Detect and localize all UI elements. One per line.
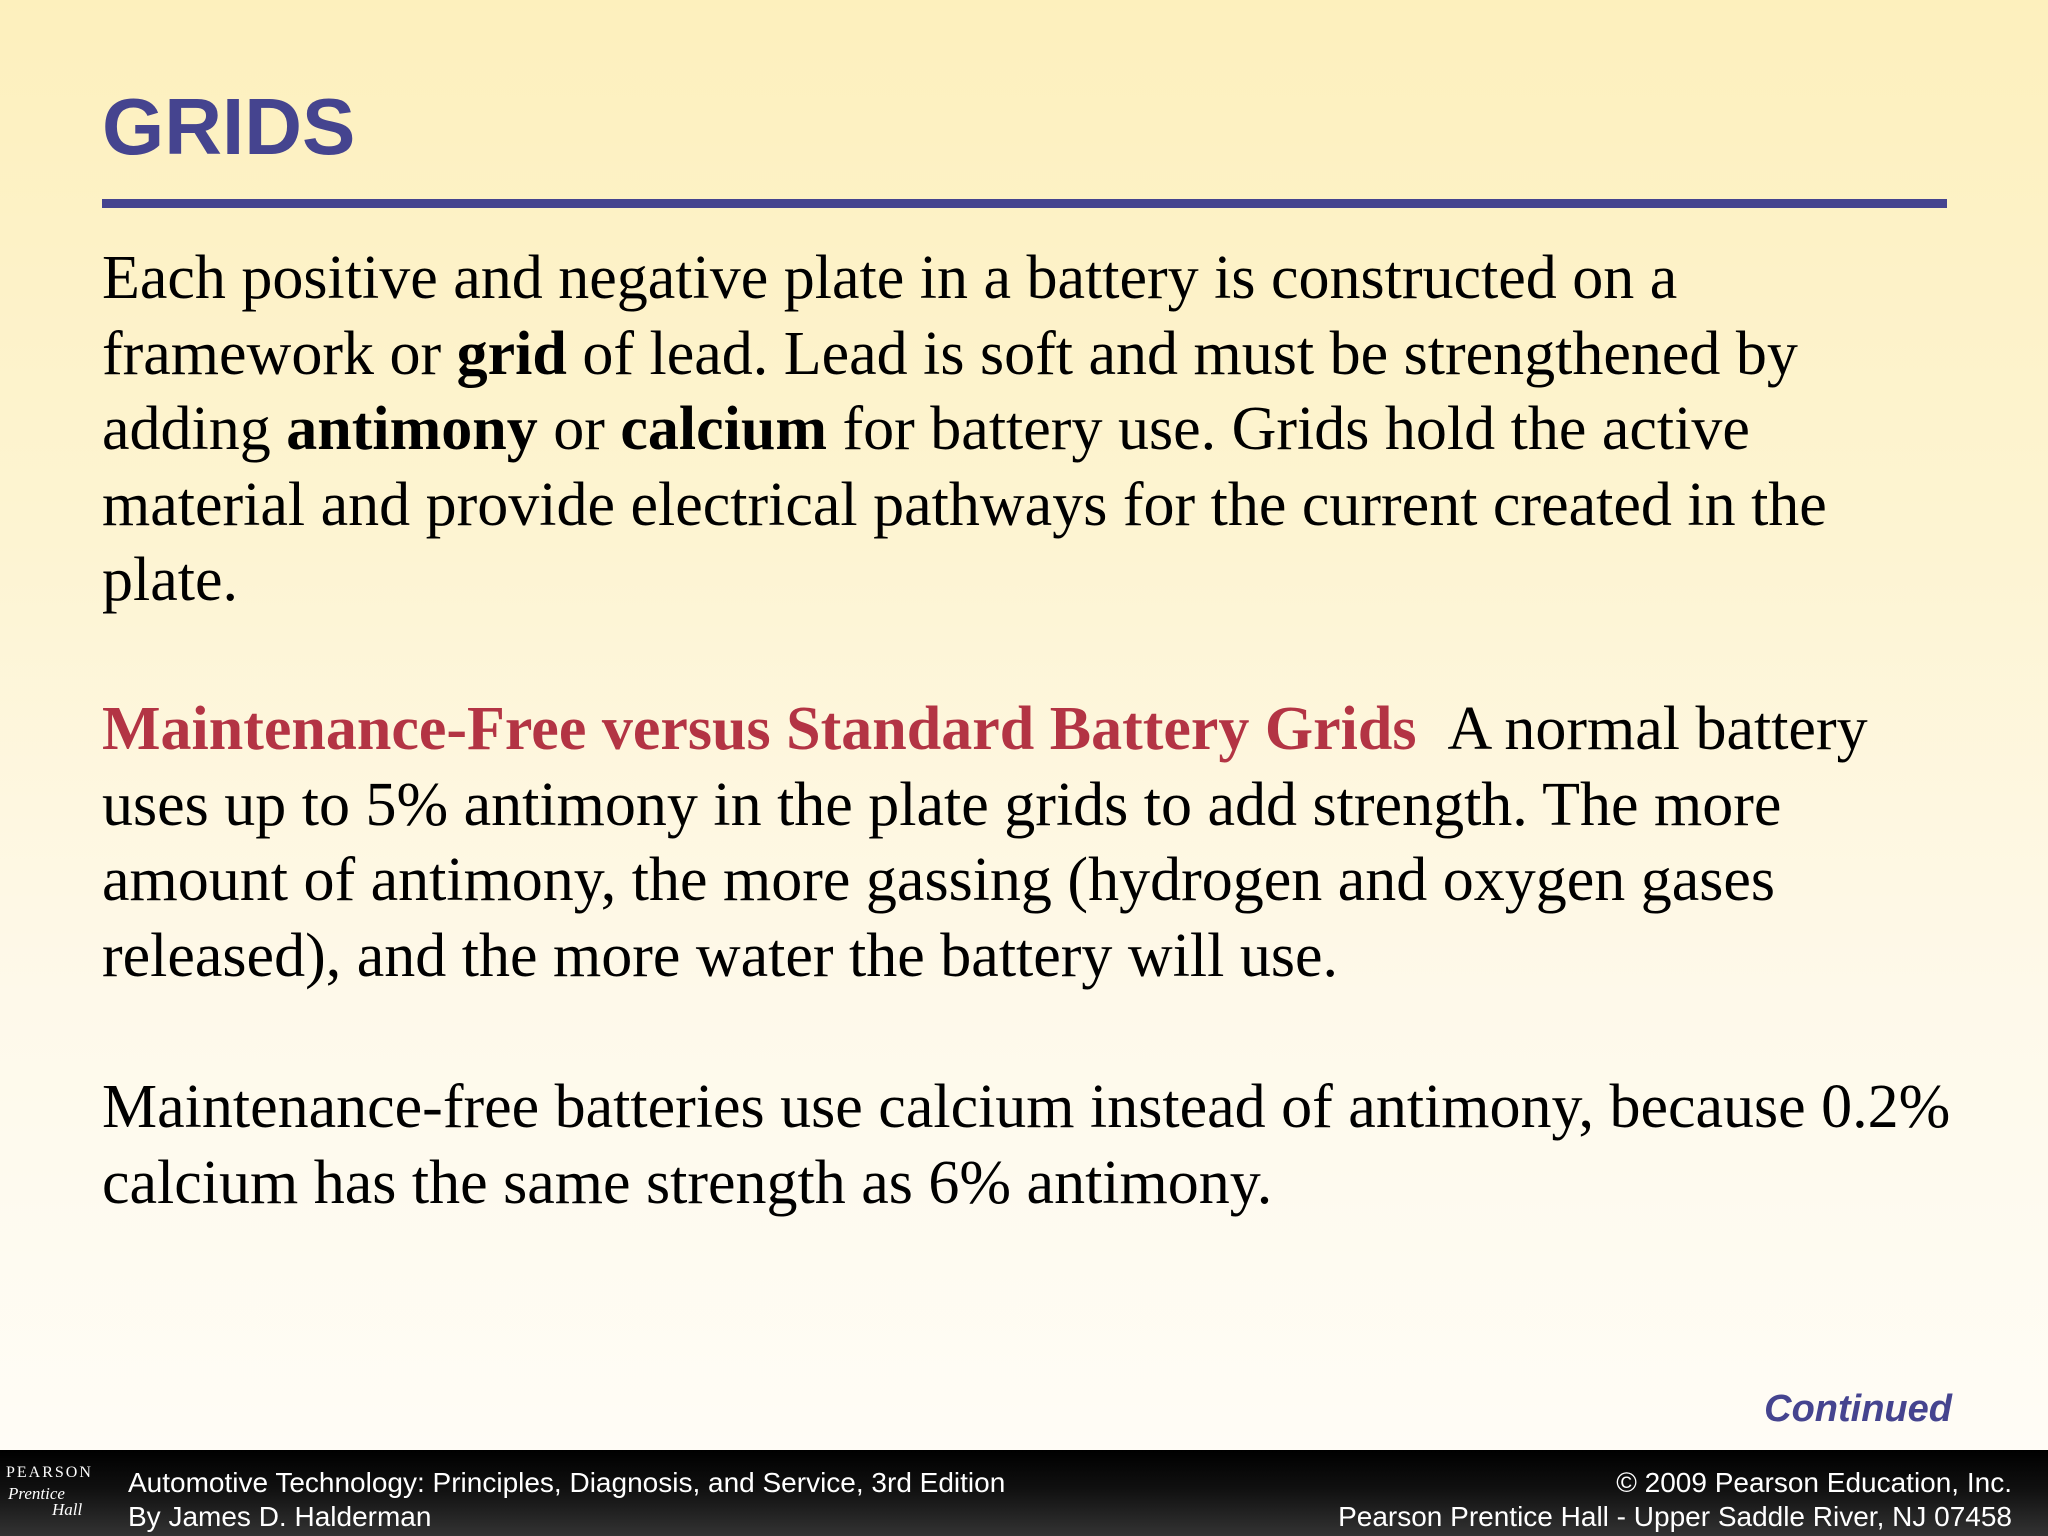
- paragraph-calcium: [102, 1070, 1962, 1221]
- para1-text-4: for battery use. Grids hold the active material and provide electrical pathways for the current created in the plate.: [102, 395, 1827, 614]
- term-calcium: calcium: [620, 395, 828, 463]
- footer-copyright: © 2009 Pearson Education, Inc.: [1616, 1467, 2012, 1498]
- term-grid: grid: [456, 319, 567, 388]
- term-antimony: antimony: [286, 395, 538, 463]
- logo-prentice-hall-text: [8, 1486, 82, 1518]
- footer-publisher: Pearson Prentice Hall - Upper Saddle River, NJ 07458: [1338, 1501, 2012, 1532]
- paragraph-grids-intro: [102, 241, 1962, 619]
- title-divider: [102, 199, 1947, 208]
- slide-title: GRIDS: [102, 82, 356, 171]
- paragraph-maintenance-free: [102, 692, 1962, 994]
- footer-book-info: [128, 1466, 1005, 1534]
- pearson-prentice-hall-logo: [0, 1458, 100, 1536]
- para3-text: Maintenance-free batteries use calcium instead of antimony, because 0.2% calcium has the same strength as 6% antimony.: [102, 1073, 1951, 1217]
- para1-text-1: Each positive and negative plate in a battery is constructed on a framework or: [102, 244, 1678, 388]
- para2-text: A normal battery uses up to 5% antimony in the plate grids to add strength. The more amount of antimony, the more gassing (hydrogen and oxygen gases released), and the more water the battery will use.: [102, 695, 1868, 990]
- footer-author: By James D. Halderman: [128, 1501, 432, 1532]
- logo-hall: Hall: [52, 1500, 83, 1519]
- logo-prentice: Prentice: [8, 1484, 65, 1503]
- footer-book-title: Automotive Technology: Principles, Diagnosis, and Service, 3rd Edition: [128, 1467, 1006, 1498]
- logo-pearson-text: PEARSON: [6, 1464, 93, 1481]
- para1-text-3: or: [537, 395, 621, 463]
- para1-text-2: of lead. Lead is soft and must be strengthened by adding: [102, 319, 1798, 463]
- continued-label: Continued: [1764, 1388, 1952, 1430]
- footer-bar: [0, 1450, 2048, 1536]
- subheading-maintenance-free: Maintenance-Free versus Standard Battery Grids: [102, 695, 1417, 763]
- footer-copyright-info: [1338, 1466, 2012, 1534]
